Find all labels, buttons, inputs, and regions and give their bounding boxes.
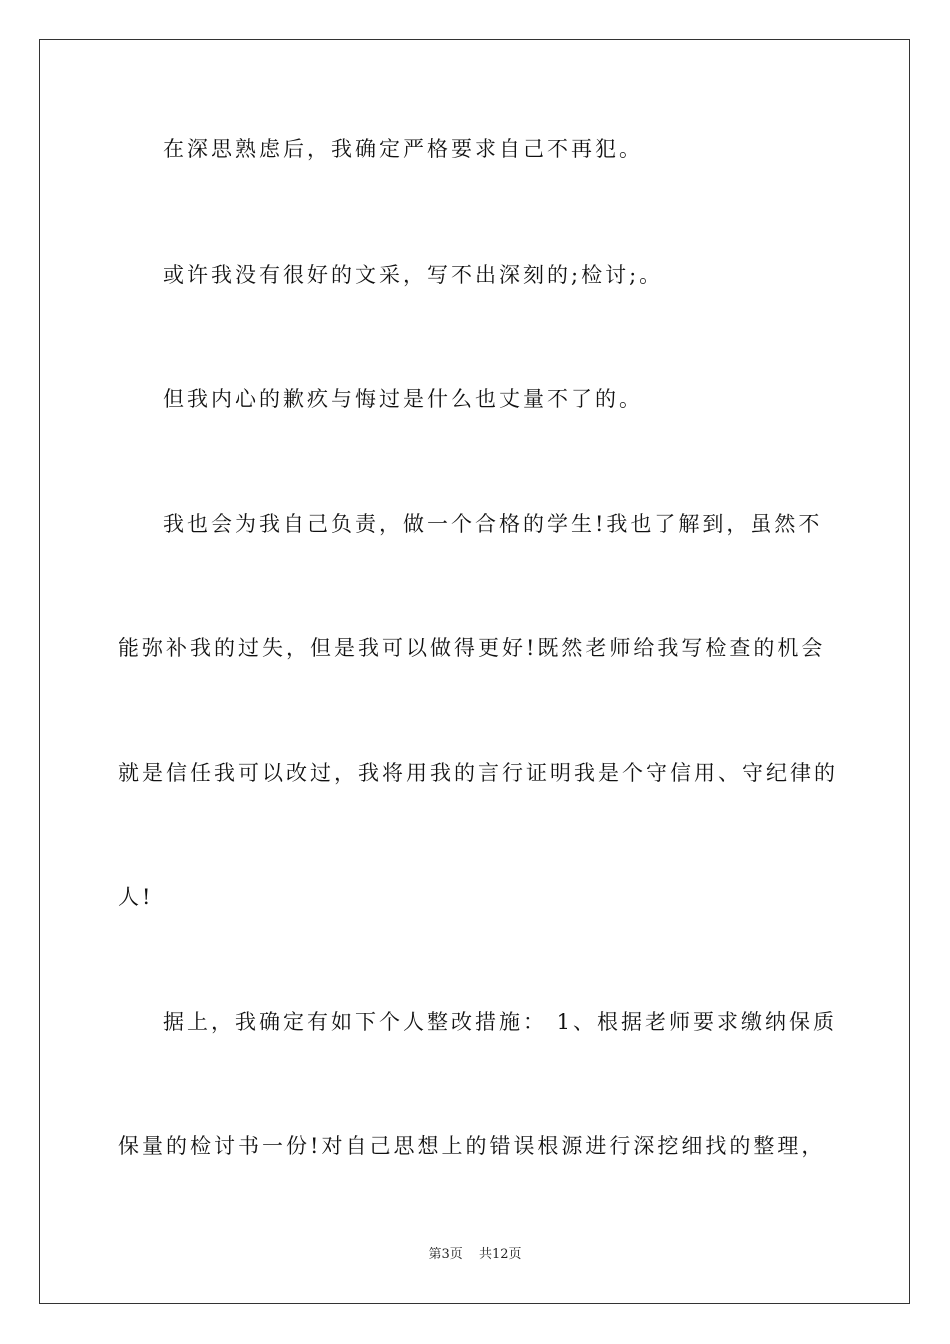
paragraph-line: 或许我没有很好的文采，写不出深刻的;检讨;。 <box>163 263 664 287</box>
page-total: 共12页 <box>478 1247 522 1262</box>
page-border <box>39 39 910 1304</box>
paragraph-line: 我也会为我自己负责，做一个合格的学生!我也了解到，虽然不 <box>163 512 823 536</box>
paragraph-line: 能弥补我的过失，但是我可以做得更好!既然老师给我写检查的机会 <box>118 636 826 660</box>
paragraph-line: 但我内心的歉疚与悔过是什么也丈量不了的。 <box>163 387 643 411</box>
paragraph-line: 据上，我确定有如下个人整改措施： 1、根据老师要求缴纳保质 <box>163 1010 838 1034</box>
paragraph-line: 就是信任我可以改过，我将用我的言行证明我是个守信用、守纪律的 <box>118 761 838 785</box>
page-footer <box>0 1247 950 1263</box>
paragraph-line: 在深思熟虑后，我确定严格要求自己不再犯。 <box>163 137 643 161</box>
paragraph-line: 人! <box>118 885 154 909</box>
page-number: 第3页 <box>428 1247 463 1262</box>
paragraph-line: 保量的检讨书一份!对自己思想上的错误根源进行深挖细找的整理， <box>118 1134 826 1158</box>
